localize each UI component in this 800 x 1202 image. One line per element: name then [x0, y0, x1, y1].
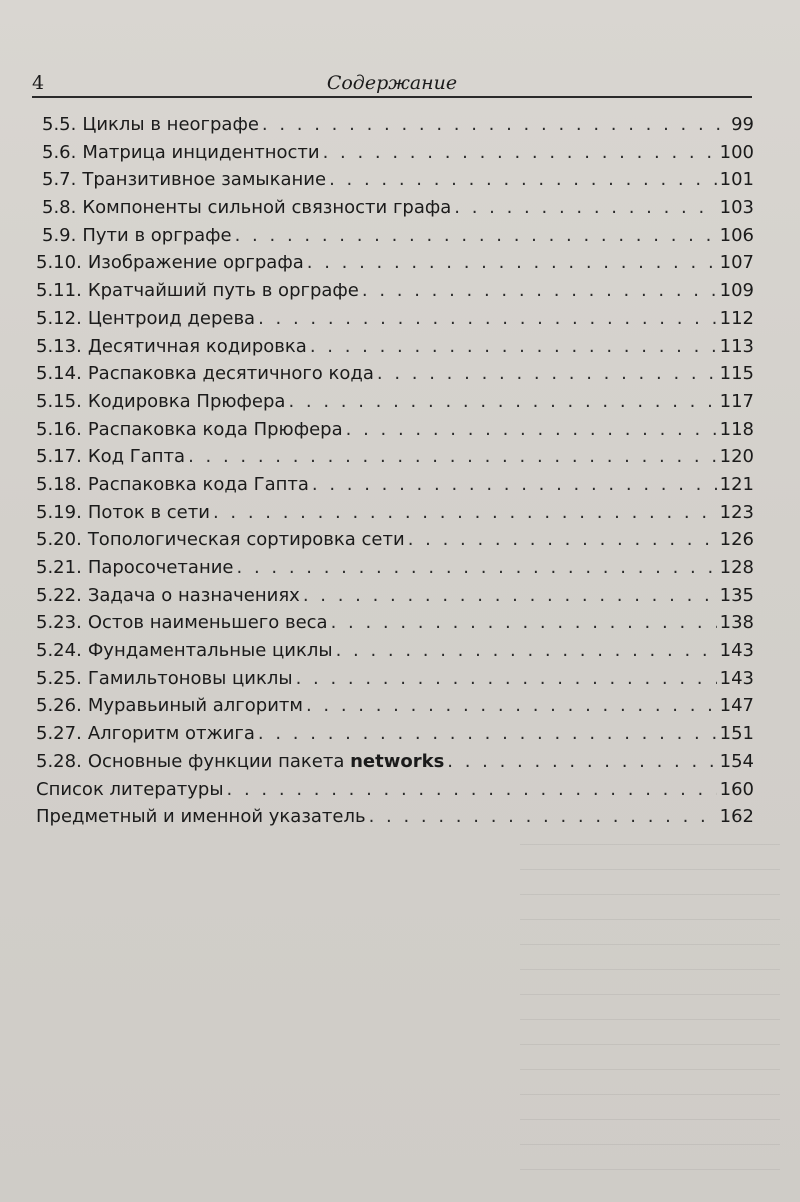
- bleed-through-text: [520, 820, 780, 1180]
- entry-number: 5.12.: [36, 307, 82, 329]
- toc-entry[interactable]: [36, 333, 754, 361]
- entry-title: Распаковка кода Прюфера: [87, 418, 343, 440]
- entry-title: Гамильтоновы циклы: [87, 667, 293, 689]
- toc-entry[interactable]: [36, 416, 754, 444]
- entry-page: 160: [719, 778, 754, 800]
- entry-number: 5.15.: [36, 390, 82, 412]
- dot-leader: [288, 388, 716, 416]
- entry-title: Транзитивное замыкание: [82, 169, 327, 191]
- dot-leader: [331, 609, 717, 637]
- entry-number: 5.17.: [36, 446, 82, 468]
- entry-number: 5.10.: [36, 252, 82, 274]
- toc-entry[interactable]: [36, 803, 754, 831]
- dot-leader: [346, 416, 717, 444]
- toc-entry[interactable]: [36, 582, 754, 610]
- toc-entry[interactable]: [36, 139, 754, 167]
- entry-number: 5.25.: [36, 667, 82, 689]
- entry-page: 100: [719, 141, 754, 163]
- entry-title: Предметный и именной указатель: [36, 806, 366, 828]
- entry-title: Матрица инцидентности: [82, 141, 320, 163]
- toc-entry[interactable]: [36, 776, 754, 804]
- entry-page: 117: [719, 390, 754, 412]
- dot-leader: [237, 554, 717, 582]
- dot-leader: [454, 194, 716, 222]
- entry-title: Центроид дерева: [87, 307, 256, 329]
- toc-entry[interactable]: [36, 748, 754, 776]
- entry-title: Список литературы: [36, 778, 224, 800]
- entry-number: 5.7.: [42, 169, 77, 191]
- dot-leader: [408, 526, 717, 554]
- dot-leader: [306, 692, 717, 720]
- page-header: [32, 66, 752, 98]
- entry-title: Компоненты сильной связности графа: [82, 197, 452, 219]
- entry-number: 5.28.: [36, 750, 82, 772]
- toc-entry[interactable]: [36, 637, 754, 665]
- entry-title: Кратчайший путь в орграфе: [87, 280, 359, 302]
- entry-page: 126: [719, 529, 754, 551]
- toc-entry[interactable]: [36, 526, 754, 554]
- toc-entry[interactable]: [36, 194, 754, 222]
- entry-title: Поток в сети: [87, 501, 210, 523]
- entry-title: Пути в орграфе: [82, 224, 232, 246]
- toc-entry[interactable]: [36, 471, 754, 499]
- entry-number: 5.8.: [42, 197, 77, 219]
- entry-page: 121: [719, 473, 754, 495]
- dot-leader: [303, 582, 717, 610]
- entry-number: 5.26.: [36, 695, 82, 717]
- entry-page: 151: [719, 723, 754, 745]
- entry-title: Задача о назначениях: [87, 584, 300, 606]
- toc-entry[interactable]: [36, 388, 754, 416]
- entry-number: 5.24.: [36, 640, 82, 662]
- toc-entry[interactable]: [36, 609, 754, 637]
- entry-page: 103: [719, 197, 754, 219]
- entry-page: 118: [719, 418, 754, 440]
- toc-entry[interactable]: [36, 665, 754, 693]
- entry-page: 106: [719, 224, 754, 246]
- entry-title: Распаковка кода Гапта: [87, 473, 309, 495]
- entry-page: 154: [719, 750, 754, 772]
- entry-page: 123: [719, 501, 754, 523]
- table-of-contents: [36, 111, 754, 831]
- toc-entry[interactable]: [36, 277, 754, 305]
- entry-number: 5.18.: [36, 473, 82, 495]
- dot-leader: [377, 360, 717, 388]
- entry-title: Распаковка десятичного кода: [87, 363, 374, 385]
- entry-page: 147: [719, 695, 754, 717]
- entry-number: 5.19.: [36, 501, 82, 523]
- toc-entry[interactable]: [36, 111, 754, 139]
- entry-number: 5.6.: [42, 141, 77, 163]
- toc-entry[interactable]: [36, 166, 754, 194]
- entry-number: 5.20.: [36, 529, 82, 551]
- entry-number: 5.13.: [36, 335, 82, 357]
- dot-leader: [323, 139, 717, 167]
- toc-entry[interactable]: [36, 443, 754, 471]
- toc-entry[interactable]: [36, 249, 754, 277]
- entry-title: Остов наименьшего веса: [87, 612, 328, 634]
- entry-number: 5.21.: [36, 557, 82, 578]
- entry-title: Алгоритм отжига: [87, 723, 255, 745]
- dot-leader: [307, 249, 717, 277]
- toc-entry[interactable]: [36, 554, 754, 582]
- dot-leader: [369, 803, 717, 831]
- entry-page: 162: [719, 806, 754, 828]
- entry-page: 135: [719, 584, 754, 606]
- dot-leader: [362, 277, 717, 305]
- entry-title: Топологическая сортировка сети: [87, 529, 405, 551]
- entry-title: Кодировка Прюфера: [87, 390, 286, 412]
- toc-entry[interactable]: [36, 360, 754, 388]
- entry-number: 5.23.: [36, 612, 82, 634]
- entry-title: [88, 748, 444, 776]
- entry-page: 101: [719, 169, 754, 191]
- toc-entry[interactable]: [36, 499, 754, 527]
- entry-page: 113: [719, 335, 754, 357]
- dot-leader: [258, 720, 717, 748]
- dot-leader: [258, 305, 717, 333]
- toc-entry[interactable]: [36, 222, 754, 250]
- entry-page: 99: [731, 114, 754, 135]
- entry-number: 5.16.: [36, 418, 82, 440]
- toc-entry[interactable]: [36, 720, 754, 748]
- entry-number: 5.11.: [36, 280, 82, 302]
- entry-title: Десятичная кодировка: [87, 335, 307, 357]
- entry-title: Муравьиный алгоритм: [87, 695, 303, 717]
- toc-entry[interactable]: [36, 305, 754, 333]
- entry-title-text: Основные функции пакета: [87, 750, 345, 772]
- page-number: 4: [32, 72, 45, 94]
- entry-number: 5.22.: [36, 584, 82, 606]
- dot-leader: [227, 776, 717, 804]
- entry-page: 120: [719, 446, 754, 468]
- entry-page: 115: [719, 363, 754, 385]
- dot-leader: [447, 748, 716, 776]
- toc-entry[interactable]: [36, 692, 754, 720]
- dot-leader: [235, 222, 717, 250]
- dot-leader: [296, 665, 717, 693]
- entry-title: Изображение орграфа: [87, 252, 304, 274]
- dot-leader: [329, 166, 717, 194]
- entry-number: 5.27.: [36, 723, 82, 745]
- entry-title: Фундаментальные циклы: [87, 640, 333, 662]
- dot-leader: [312, 471, 717, 499]
- dot-leader: [310, 333, 717, 361]
- entry-number: 5.5.: [42, 114, 77, 135]
- entry-page: 112: [719, 307, 754, 329]
- entry-page: 138: [719, 612, 754, 634]
- entry-number: 5.14.: [36, 363, 82, 385]
- entry-page: 143: [719, 640, 754, 662]
- entry-title: Циклы в неографе: [82, 114, 259, 135]
- entry-number: 5.9.: [42, 224, 77, 246]
- package-name: networks: [350, 750, 445, 772]
- dot-leader: [336, 637, 717, 665]
- entry-page: 109: [719, 280, 754, 302]
- entry-title: Паросочетание: [87, 557, 234, 578]
- dot-leader: [213, 499, 717, 527]
- entry-page: 128: [719, 557, 754, 578]
- dot-leader: [262, 111, 728, 139]
- dot-leader: [188, 443, 717, 471]
- entry-page: 143: [719, 667, 754, 689]
- entry-page: 107: [719, 252, 754, 274]
- entry-title: Код Гапта: [87, 446, 186, 468]
- running-title: Содержание: [326, 72, 458, 94]
